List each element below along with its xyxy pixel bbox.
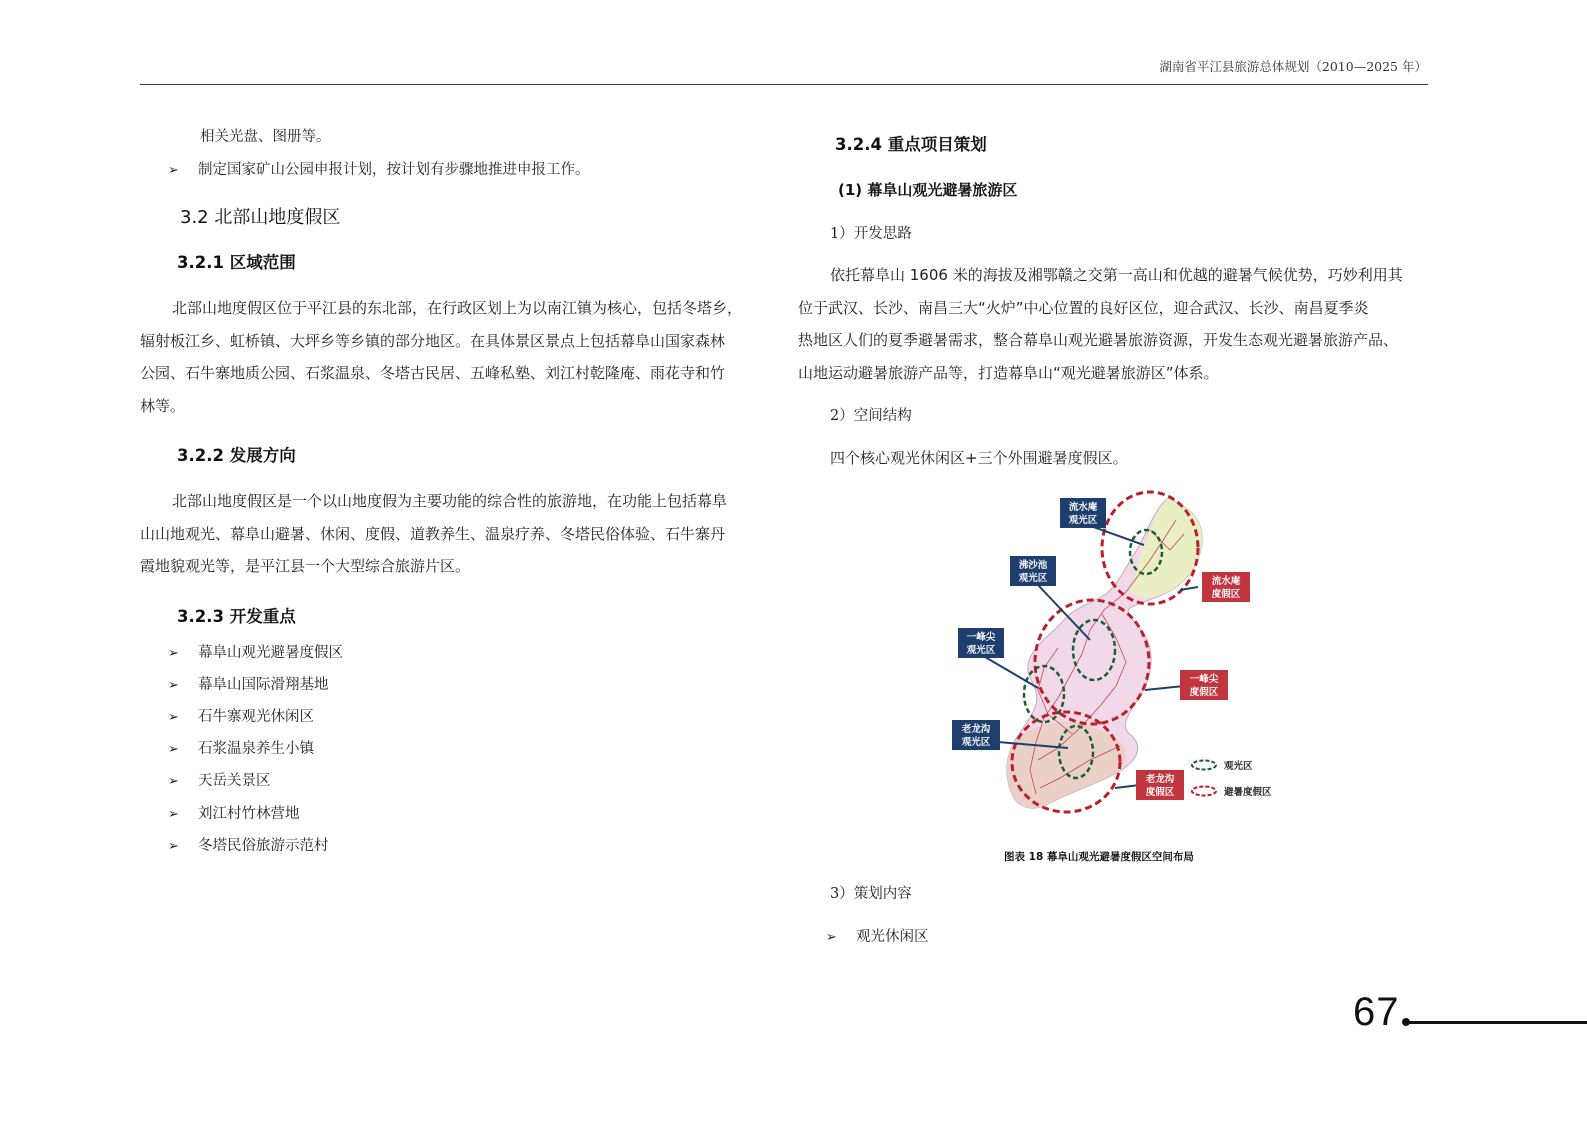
page-number: 67	[1353, 990, 1400, 1034]
arrow-bullet-icon: ➢	[168, 646, 179, 661]
svg-text:流水庵: 流水庵	[1068, 502, 1098, 513]
list-item-text: 石牛寨观光休闲区	[198, 709, 314, 725]
paragraph-line: 林等。	[140, 396, 186, 415]
subsection-title-projects: 3.2.4 重点项目策划	[835, 135, 987, 154]
step-label-content: 3）策划内容	[830, 886, 912, 902]
legend-resort-swatch	[1192, 787, 1216, 796]
legend-view-label: 观光区	[1224, 761, 1253, 772]
legend-resort-label: 避暑度假区	[1224, 787, 1272, 798]
content-item-text: 观光休闲区	[856, 929, 929, 945]
list-item-text: 幕阜山观光避暑度假区	[198, 645, 343, 661]
map-legend	[1192, 760, 1272, 798]
svg-text:沸沙池: 沸沙池	[1018, 560, 1048, 571]
svg-text:老龙沟: 老龙沟	[961, 724, 991, 735]
section-title: 3.2 北部山地度假区	[180, 207, 341, 228]
list-item	[168, 673, 329, 694]
list-item-text: 刘江村竹林营地	[198, 806, 300, 822]
project-title: (1) 幕阜山观光避暑旅游区	[838, 181, 1018, 199]
list-item-text: 冬塔民俗旅游示范村	[198, 838, 329, 854]
paragraph-line: 公园、石牛寨地质公园、石浆温泉、冬塔古民居、五峰私塾、刘江村乾隆庵、雨花寺和竹	[140, 364, 726, 382]
bullet-text: 制定国家矿山公园申报计划，按计划有步骤地推进申报工作。	[198, 162, 590, 178]
list-item	[168, 802, 300, 823]
arrow-bullet-icon: ➢	[168, 678, 179, 693]
step-label-structure: 2）空间结构	[830, 408, 912, 424]
arrow-bullet-icon: ➢	[168, 163, 179, 178]
list-item	[168, 769, 271, 790]
list-item-text: 石浆温泉养生小镇	[198, 741, 314, 757]
structure-text: 四个核心观光休闲区+三个外围避暑度假区。	[830, 449, 1128, 467]
map-label-yifengjian-resort	[1180, 670, 1228, 700]
paragraph-line: 北部山地度假区是一个以山地度假为主要功能的综合性的旅游地，在功能上包括幕阜	[172, 492, 728, 510]
intro-line: 相关光盘、图册等。	[200, 129, 331, 145]
paragraph-line: 位于武汉、长沙、南昌三大“火炉”中心位置的良好区位，迎合武汉、长沙、南昌夏季炎	[798, 298, 1369, 317]
direction-paragraph	[140, 485, 765, 583]
header-rule	[140, 84, 1428, 85]
list-item	[168, 641, 343, 662]
content-item	[826, 925, 929, 946]
svg-text:一峰尖: 一峰尖	[966, 632, 996, 643]
list-item	[168, 834, 329, 855]
map-label-laolonggou-resort	[1136, 770, 1184, 800]
intro-bullet	[168, 158, 590, 179]
map-label-laolonggou-view	[952, 720, 1000, 750]
arrow-bullet-icon: ➢	[168, 742, 179, 757]
subsection-title-focus: 3.2.3 开发重点	[177, 607, 296, 626]
list-item-text: 幕阜山国际滑翔基地	[198, 677, 329, 693]
map-label-feishachi-view	[1010, 556, 1056, 586]
svg-text:观光区: 观光区	[966, 645, 996, 656]
paragraph-line: 依托幕阜山 1606 米的海拔及湘鄂赣之交第一高山和优越的避暑气候优势，巧妙利用其	[830, 266, 1403, 284]
subsection-title-direction: 3.2.2 发展方向	[177, 446, 296, 465]
subsection-title-range: 3.2.1 区域范围	[177, 253, 296, 272]
svg-text:观光区: 观光区	[1068, 515, 1098, 526]
svg-text:老龙沟: 老龙沟	[1145, 774, 1175, 785]
zoning-map	[940, 490, 1290, 835]
arrow-bullet-icon: ➢	[168, 839, 179, 854]
paragraph-line: 北部山地度假区位于平江县的东北部，在行政区划上为以南江镇为核心，包括冬塔乡，	[172, 299, 743, 317]
arrow-bullet-icon: ➢	[168, 710, 179, 725]
list-item	[168, 737, 314, 758]
svg-text:观光区: 观光区	[1018, 573, 1048, 584]
arrow-bullet-icon: ➢	[168, 807, 179, 822]
svg-text:度假区: 度假区	[1211, 589, 1241, 600]
map-label-yifengjian-view	[958, 628, 1004, 658]
svg-text:一峰尖: 一峰尖	[1189, 674, 1219, 685]
paragraph-line: 辐射板江乡、虹桥镇、大坪乡等乡镇的部分地区。在具体景区景点上包括幕阜山国家森林	[140, 331, 726, 350]
idea-paragraph	[798, 259, 1426, 389]
paragraph-line: 热地区人们的夏季避暑需求，整合幕阜山观光避暑旅游资源，开发生态观光避暑旅游产品、	[798, 331, 1399, 349]
range-paragraph	[140, 292, 765, 422]
list-item-text: 天岳关景区	[198, 773, 271, 789]
svg-text:度假区: 度假区	[1145, 787, 1175, 798]
map-label-liushuian-view	[1060, 498, 1106, 528]
map-label-liushuian-resort	[1202, 572, 1250, 602]
svg-text:度假区: 度假区	[1189, 687, 1219, 698]
header-title: 湖南省平江县旅游总体规划（2010—2025 年）	[1159, 59, 1427, 74]
svg-text:流水庵: 流水庵	[1211, 576, 1241, 587]
list-item	[168, 705, 314, 726]
figure-caption: 图表 18 幕阜山观光避暑度假区空间布局	[1004, 851, 1194, 863]
paragraph-line: 山地运动避暑旅游产品等，打造幕阜山“观光避暑旅游区”体系。	[798, 363, 1219, 382]
svg-text:观光区: 观光区	[961, 737, 991, 748]
legend-view-swatch	[1192, 761, 1216, 770]
step-label-idea: 1）开发思路	[830, 226, 912, 242]
paragraph-line: 霞地貌观光等，是平江县一个大型综合旅游片区。	[140, 557, 471, 575]
arrow-bullet-icon: ➢	[826, 930, 837, 945]
arrow-bullet-icon: ➢	[168, 774, 179, 789]
page-number-rule	[1404, 1021, 1587, 1024]
paragraph-line: 山山地观光、幕阜山避暑、休闲、度假、道教养生、温泉疗养、冬塔民俗体验、石牛寨丹	[140, 524, 726, 543]
